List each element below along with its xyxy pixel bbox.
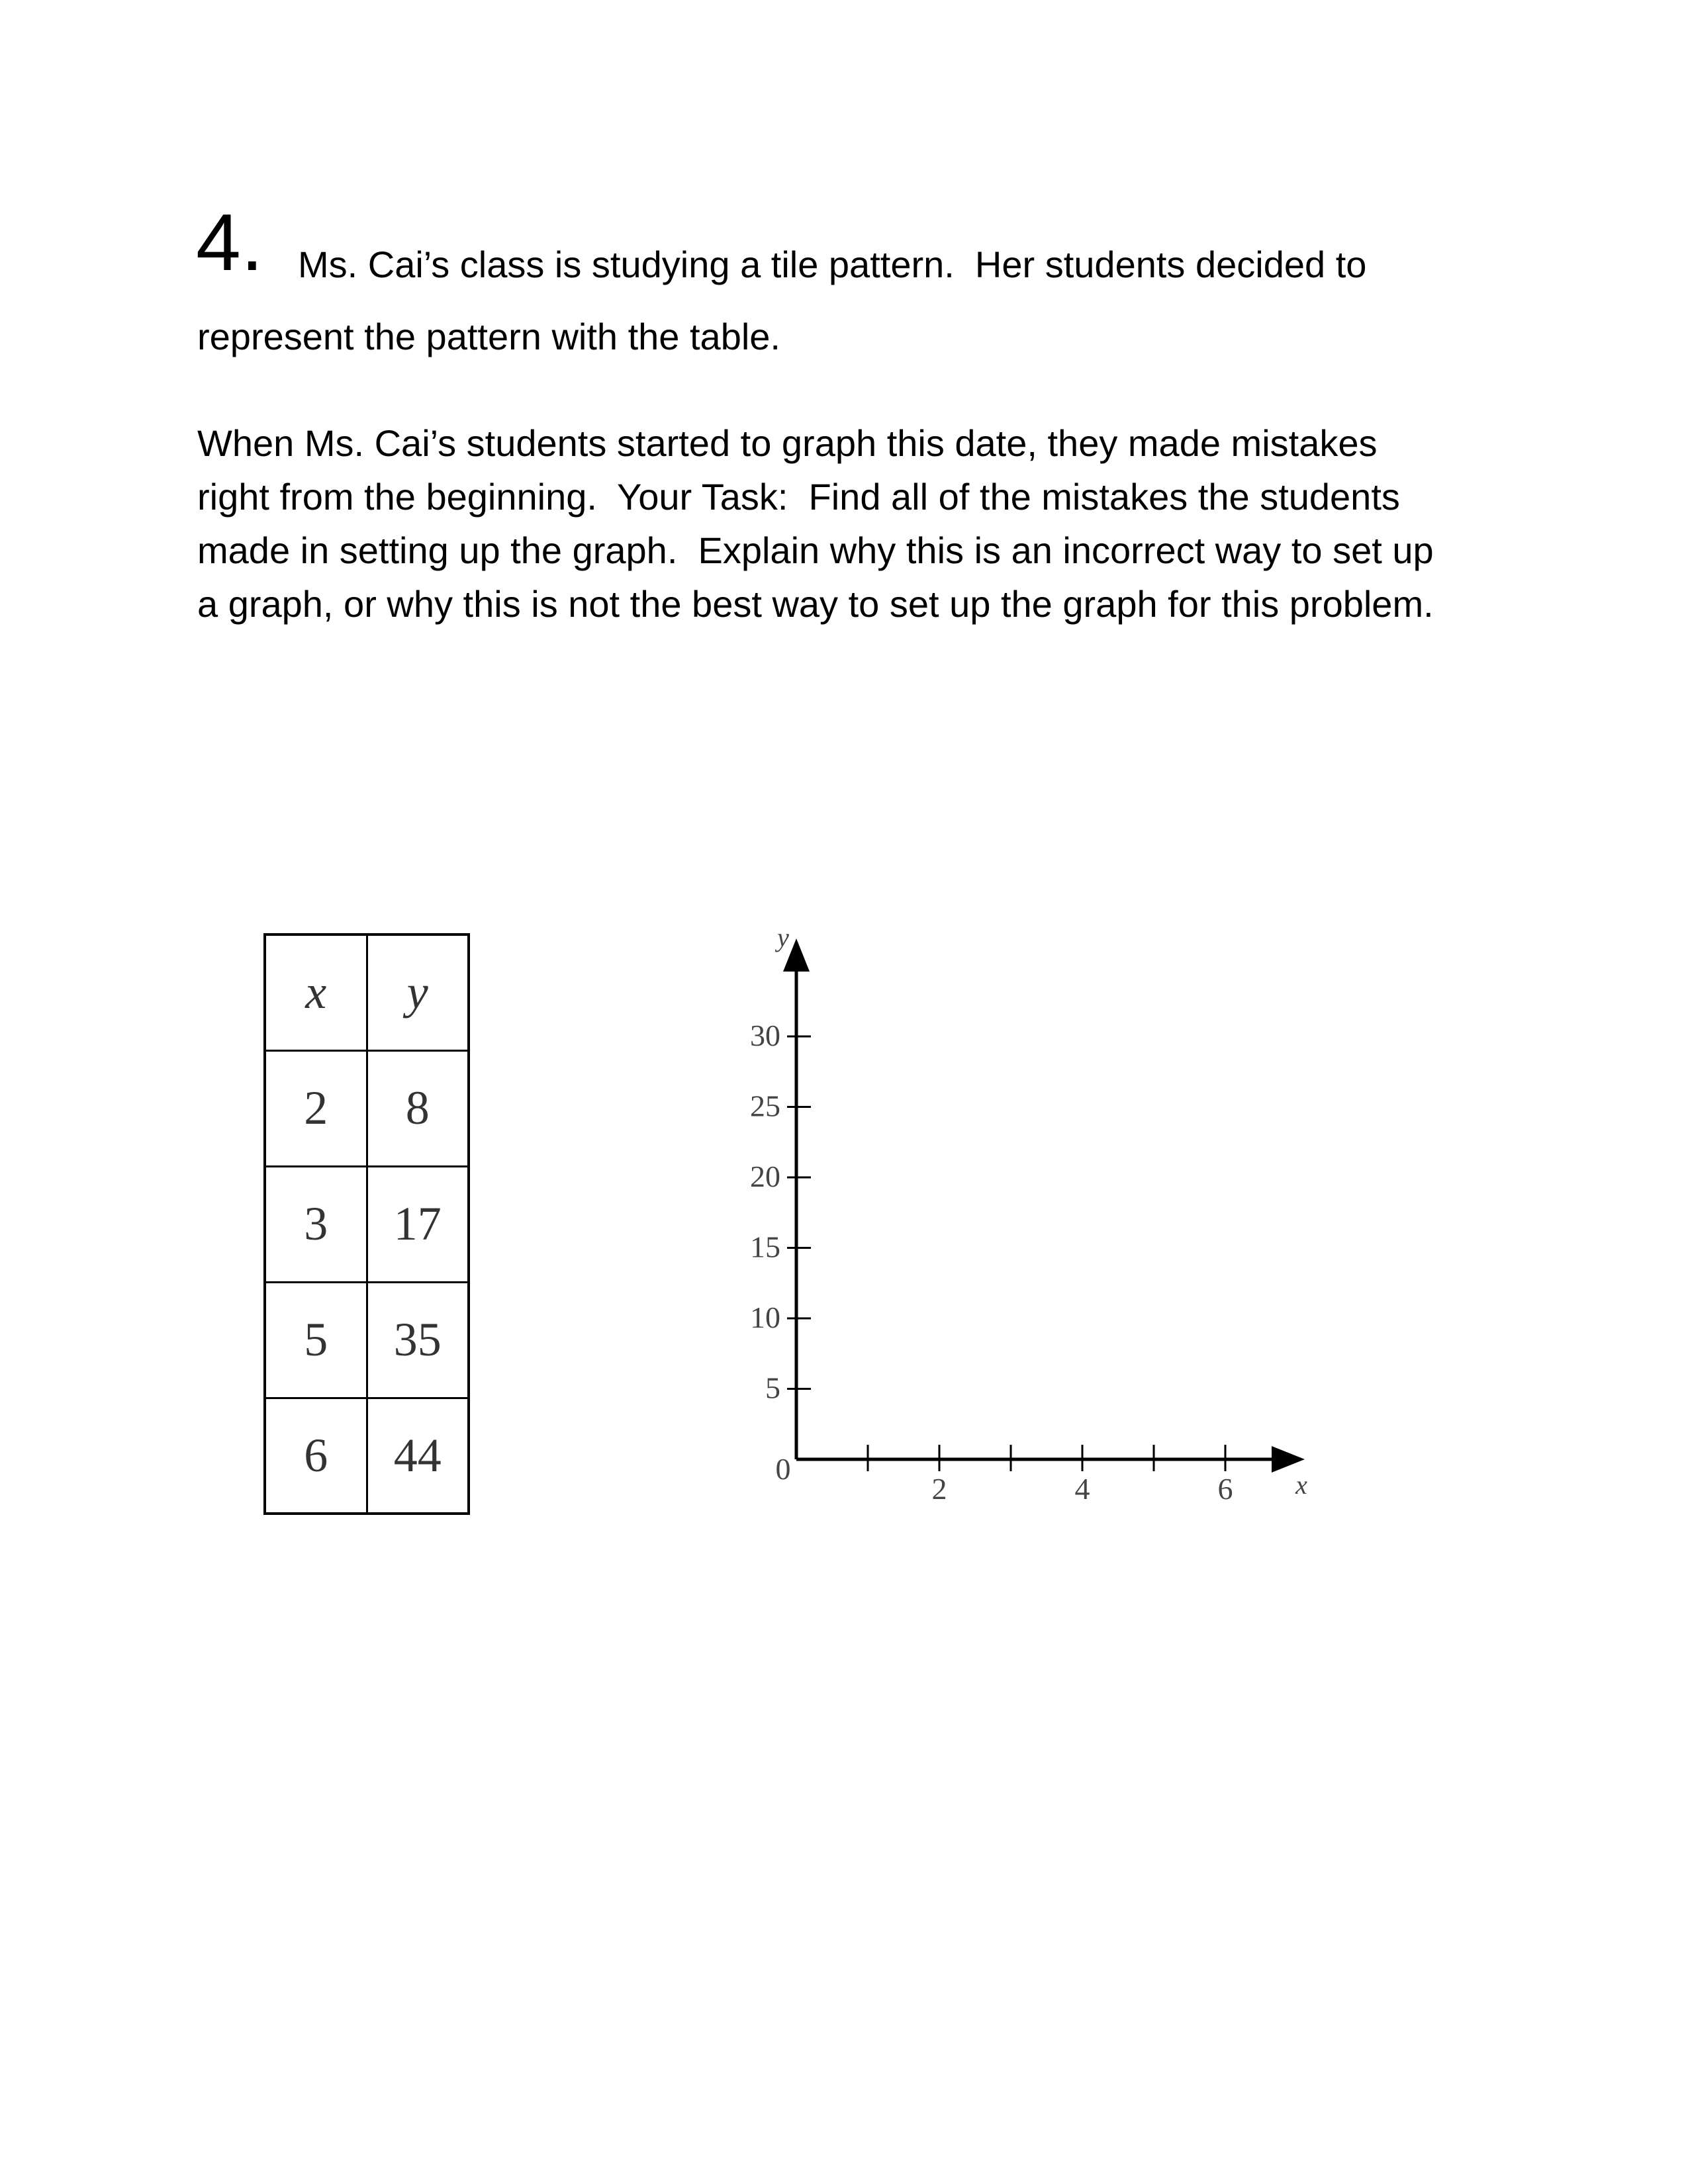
x-axis-label: x (1295, 1470, 1307, 1500)
y-tick-label: 15 (750, 1230, 780, 1264)
y-tick-label: 30 (750, 1019, 780, 1052)
cell-x: 2 (265, 1050, 367, 1166)
task-line-1: When Ms. Cai’s students started to graph this date, they made mistakes (197, 422, 1378, 464)
x-tick-label: 6 (1217, 1472, 1233, 1506)
y-tick-label: 10 (750, 1300, 780, 1334)
x-axis-arrow (1272, 1446, 1305, 1473)
task-line-4: a graph, or why this is not the best way to set up the graph for this problem. (197, 583, 1434, 625)
x-tick-label: 4 (1074, 1472, 1090, 1506)
cell-x: 3 (265, 1166, 367, 1282)
table-row (265, 1050, 469, 1166)
cell-x: 6 (265, 1398, 367, 1514)
header-x: x (265, 934, 367, 1050)
intro-line-2: represent the pattern with the table. (197, 316, 780, 357)
task-line-2: right from the beginning. Your Task: Find all of the mistakes the students (197, 476, 1400, 518)
y-axis-label: y (777, 923, 789, 952)
intro-line-1: Ms. Cai’s class is studying a tile pattern. Her students decided to (298, 244, 1367, 285)
y-tick-label: 20 (750, 1160, 780, 1193)
table-row (265, 1282, 469, 1398)
problem-number: 4. (196, 197, 263, 287)
header-y: y (367, 934, 469, 1050)
y-tick-label: 5 (765, 1371, 780, 1405)
origin-label: 0 (775, 1452, 791, 1486)
graph (695, 923, 1307, 1522)
cell-x: 5 (265, 1282, 367, 1398)
data-table (263, 933, 470, 1515)
y-tick-label: 25 (750, 1089, 780, 1123)
table-row (265, 1398, 469, 1514)
table-header-row (265, 934, 469, 1050)
cell-y: 35 (367, 1282, 469, 1398)
cell-y: 17 (367, 1166, 469, 1282)
task-line-3: made in setting up the graph. Explain why this is an incorrect way to set up (197, 529, 1434, 571)
cell-y: 8 (367, 1050, 469, 1166)
x-tick-label: 2 (931, 1472, 947, 1506)
cell-y: 44 (367, 1398, 469, 1514)
table-row (265, 1166, 469, 1282)
